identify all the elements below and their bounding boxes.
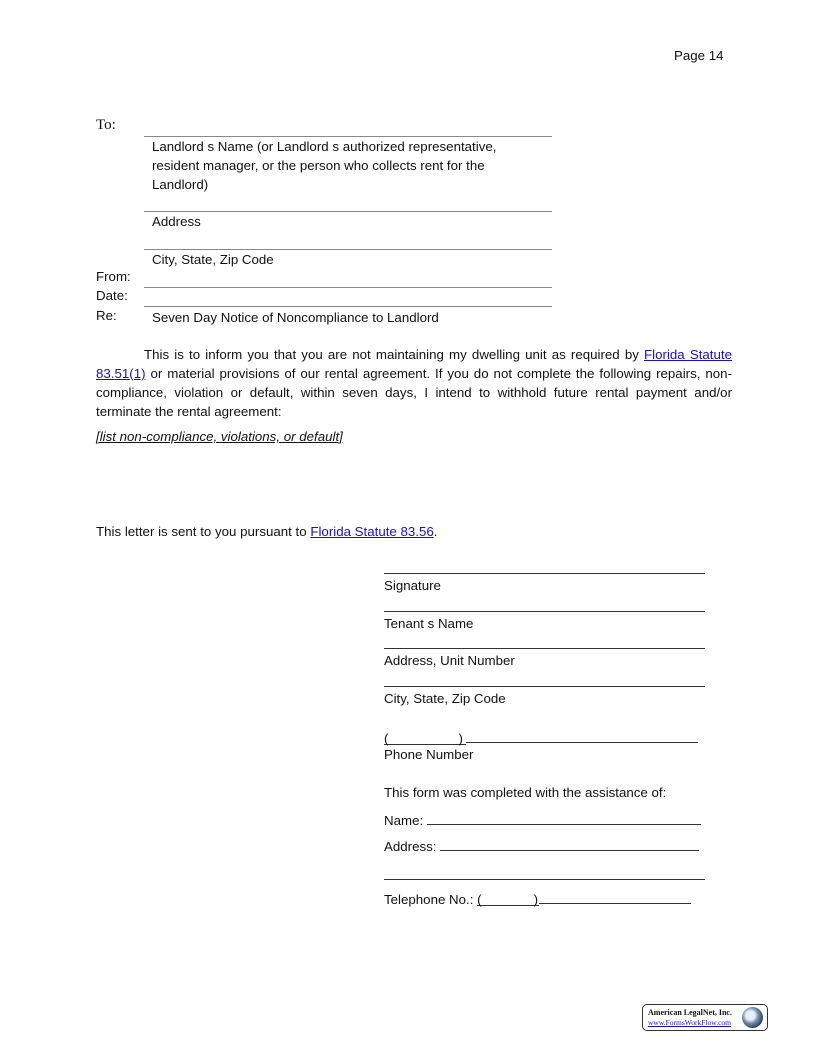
area-code-blank[interactable]: ( ) bbox=[384, 731, 466, 745]
landlord-name-label: Landlord s Name (or Landlord s authorized representative, resident manager, or the person who collects rent for the Landlord) bbox=[152, 139, 497, 192]
assistant-address-blank[interactable] bbox=[440, 837, 699, 851]
globe-icon bbox=[742, 1007, 763, 1028]
telephone-area-code-blank[interactable]: ( ) bbox=[477, 892, 539, 907]
address-line[interactable] bbox=[144, 211, 552, 212]
tenant-city-state-zip-label: City, State, Zip Code bbox=[384, 691, 506, 706]
to-label: To: bbox=[96, 117, 116, 133]
formsworkflow-link[interactable]: www.FormsWorkFlow.com bbox=[648, 1018, 732, 1027]
florida-statute-83-56-link[interactable]: Florida Statute 83.56 bbox=[310, 524, 434, 539]
assistant-name-label: Name: bbox=[384, 813, 424, 828]
notice-paragraph: This is to inform you that you are not maintaining my dwelling unit as required by Florida Statute 83.51(1) or material provisions of our rental agreement. If you do not complete the following repairs, non-compliance, violation or default, within seven days, I intend to withhold future rental payment and/or terminate the rental agreement: bbox=[96, 347, 732, 419]
address-unit-label: Address, Unit Number bbox=[384, 653, 515, 668]
assistance-text: This form was completed with the assistance of: bbox=[384, 785, 667, 800]
telephone-label: Telephone No.: bbox=[384, 892, 474, 907]
phone-blank[interactable] bbox=[466, 729, 698, 743]
re-label: Re: bbox=[96, 308, 117, 323]
tenant-name-label: Tenant s Name bbox=[384, 616, 474, 631]
date-line[interactable] bbox=[144, 306, 552, 307]
telephone-blank[interactable] bbox=[539, 890, 691, 904]
assistant-name-blank[interactable] bbox=[427, 811, 701, 825]
tenant-city-state-zip-line[interactable] bbox=[384, 686, 705, 687]
assistant-name-field bbox=[384, 811, 701, 828]
florida-statute-83-51-link[interactable]: Florida Statute 83.51(1) bbox=[96, 347, 732, 381]
phone-number-field[interactable] bbox=[384, 729, 698, 746]
assistant-address-field bbox=[384, 837, 699, 854]
american-legalnet-logo[interactable]: American LegalNet, Inc. www.FormsWorkFlow.com bbox=[642, 1004, 768, 1031]
date-label: Date: bbox=[96, 288, 128, 303]
address-unit-line[interactable] bbox=[384, 648, 705, 649]
assistant-address-label: Address: bbox=[384, 839, 437, 854]
tenant-name-line[interactable] bbox=[384, 611, 705, 612]
signature-label: Signature bbox=[384, 578, 441, 593]
page-number: Page 14 bbox=[674, 48, 724, 63]
assistant-address-line-2[interactable] bbox=[384, 879, 705, 880]
assistant-telephone-field bbox=[384, 890, 691, 907]
city-state-zip-label: City, State, Zip Code bbox=[152, 252, 274, 267]
list-noncompliance-placeholder[interactable]: [list non-compliance, violations, or default] bbox=[96, 429, 343, 444]
re-value: Seven Day Notice of Noncompliance to Landlord bbox=[152, 310, 439, 325]
pursuant-paragraph: This letter is sent to you pursuant to Florida Statute 83.56. bbox=[96, 524, 438, 539]
from-line[interactable] bbox=[144, 287, 552, 288]
signature-line[interactable] bbox=[384, 573, 705, 574]
phone-number-label: Phone Number bbox=[384, 747, 474, 762]
address-label: Address bbox=[152, 214, 201, 229]
from-label: From: bbox=[96, 269, 131, 284]
